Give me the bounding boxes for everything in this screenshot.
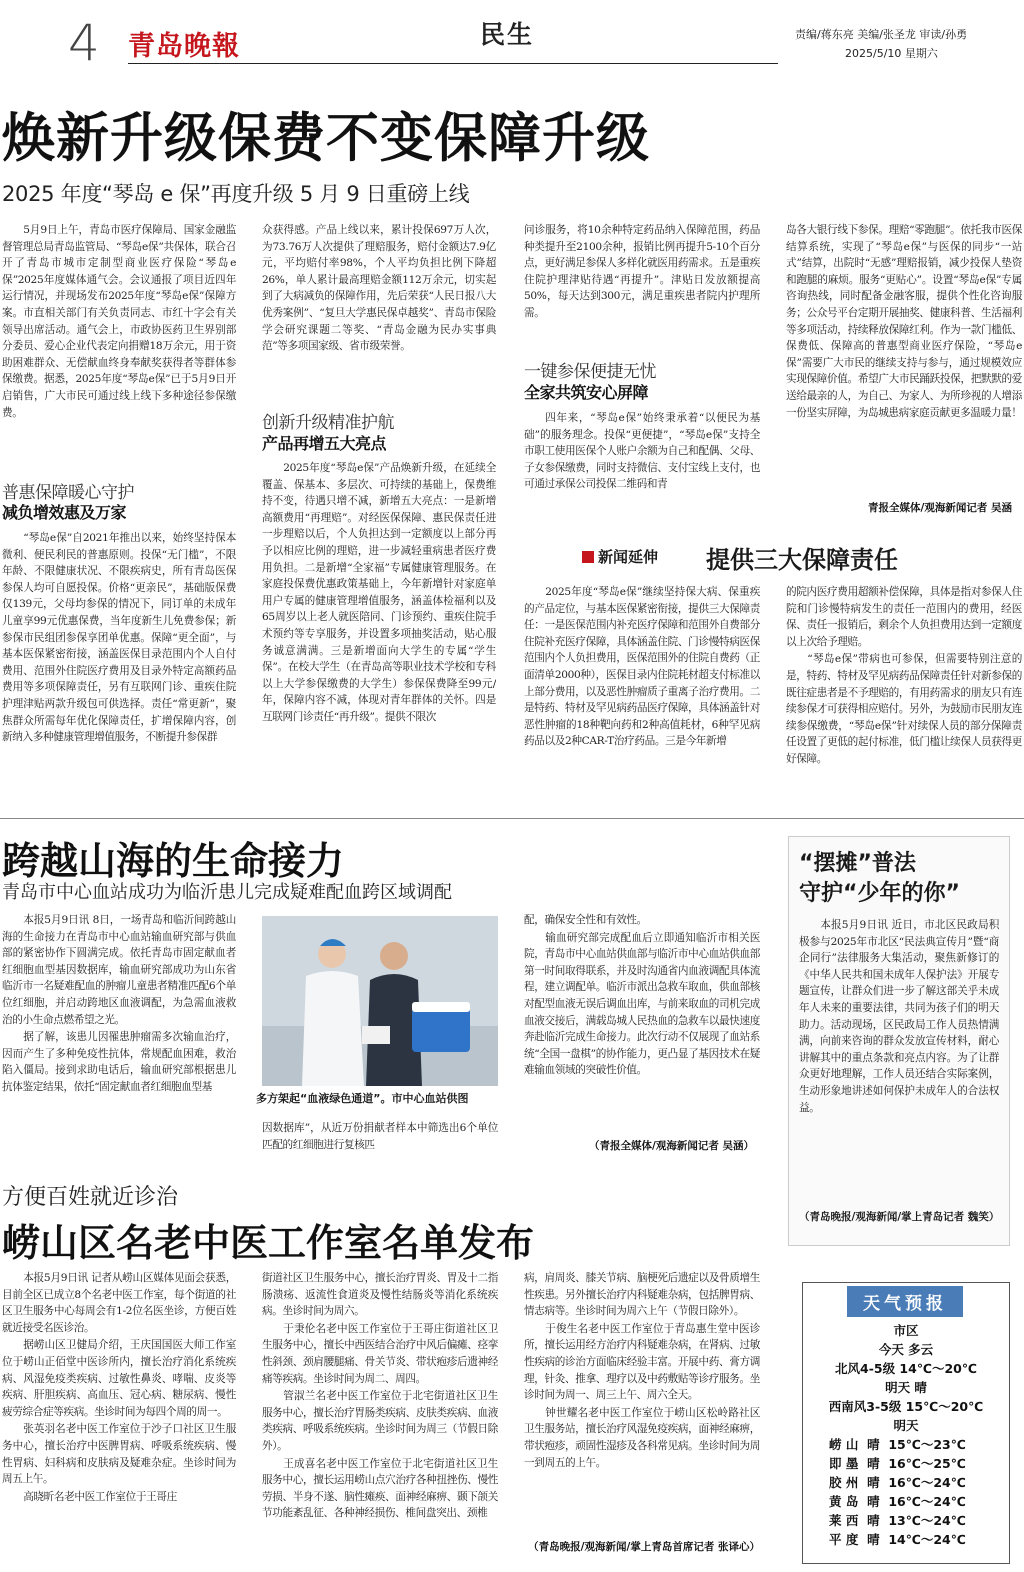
paragraph: 众获得感。产品上线以来，累计投保697万人次，为73.76万人次提供了理赔服务，赔付金额达7.9亿元，平均赔付率98%，个人平均负担比例下降超26%，单人累计最高理赔金额112万余元，切实起到了大病减负的保障作用，先后荣获“人民日报八大优秀案例”、“复旦大学惠民保卓越奖”、青岛市保险学会研究课题二等奖、“青岛金融为民办实事典范”等多项国家级、省市级荣誉。: [262, 224, 496, 353]
page-number: 4: [68, 14, 100, 72]
weather-city-forecast: [803, 1321, 1009, 1435]
photo-illustration: [262, 916, 498, 1086]
district-sky: 晴: [867, 1513, 880, 1528]
paragraph: 输血研究部完成配血后立即通知临沂市相关医院，青岛市中心血站供血部与临沂市中心血站供血部第一时间取得联系，并及时沟通省内血液调配具体流程，建立调配单。临沂市派出急救车取血，供血部核对配型血液无误后调血出库，与前来取血的司机完成血液交接后，满载岛城人民热血的急救车以最快速度奔赴临沂完成生命接力。此次行动不仅展现了血站系统“全国一盘棋”的协作能力，更凸显了基因技术在疑难输血领域的突破性价值。: [524, 931, 760, 1077]
article1-sec1-sub: 减负增效惠及万家: [2, 503, 127, 522]
paragraph: 张英羽名老中医工作室位于沙子口社区卫生服务中心，擅长治疗中医脾胃病、呼吸系统疾病、慢性胃病、妇科病和皮肤病及疑难杂症。坐诊时间为周五上午。: [2, 1423, 236, 1486]
district-sky: 晴: [867, 1456, 880, 1471]
legal-body: [799, 917, 999, 1207]
weather-districts: [803, 1435, 1009, 1549]
tag-square-icon: [582, 551, 594, 563]
weather-district-row: [829, 1530, 1009, 1549]
header-info: [795, 25, 967, 63]
district-temp: 13℃～24℃: [888, 1513, 966, 1528]
article3-col3: [524, 1270, 760, 1538]
legal-title-line1: “摆摊”普法: [799, 851, 916, 876]
article2-byline: （青报全媒体/观海新闻记者 吴涵）: [589, 1140, 754, 1152]
article1-sec2-sub: 产品再增五大亮点: [262, 434, 387, 453]
paragraph: 本报5月9日讯 记者从崂山区媒体见面会获悉，目前全区已成立8个名老中医工作室，每个街道的社区卫生服务中心每周会有1-2位名医坐诊，方便百姓就近接受名医诊治。: [2, 1272, 236, 1334]
legal-byline: （青岛晚报/观海新闻/掌上青岛记者 魏笑）: [799, 1211, 1000, 1223]
article1-headline: 焕新升级保费不变保障升级: [2, 108, 650, 169]
paragraph: 本报5月9日讯 近日，市北区民政局积极参与2025年市北区“民法典宣传月”暨“商企同行”法律服务大集活动，聚焦新修订的《中华人民共和国未成年人保护法》开展专题宣传，让群众们进一步了解这部关乎未成年人未来的重要法律，共同为孩子们的明天助力。活动现场，区民政局工作人员热情满满，向前来咨询的群众发放宣传材料，耐心讲解其中的重点条款和亮点内容。为了让群众更好地理解，工作人员还结合实际案例，生动形象地讲述如何保护未成年人的合法权益。: [799, 919, 999, 1114]
district-temp: 16℃～24℃: [888, 1494, 966, 1509]
paragraph: 2025年度“琴岛e保”产品焕新升级，在延续全覆盖、保基本、多层次、可持续的基础上，保费维持不变，待遇只增不减，新增五大亮点：一是新增高额费用“再理赔”。对经医保保障、惠民保责任进一步理赔以后，个人负担达到一定额度以上部分再予以相应比例的理赔，进一步减轻重病患者医疗费用负担。二是新增“全家福”专属健康管理服务。在家庭投保费优惠政策基础上，今年新增针对家庭单用户专属的健康管理增值服务，涵盖体检福利以及65周岁以上老人就医陪同、门诊预约、重疾住院手术预约等专享服务，并设置多项抽奖活动，贴心服务诚意满满。三是新增面向大学生的专属“学生保”。在校大学生（在青岛高等职业技术学校和专科以上大学参保缴费的大学生）参保保费降至99元/年，保障内容不减，体现对青年群体的关怀。四是互联网门诊责任“再升级”。提供不限次: [262, 462, 496, 723]
district-name: 崂 山: [829, 1437, 859, 1452]
weather-line: 北风4-5级 14℃～20℃: [835, 1361, 977, 1376]
district-name: 胶 州: [829, 1475, 859, 1490]
paragraph: 配，确保安全性和有效性。: [524, 914, 647, 926]
district-sky: 晴: [867, 1437, 880, 1452]
article2-col3: [524, 912, 760, 1134]
blood-delivery-photo: [262, 916, 498, 1086]
header-rule: [128, 63, 778, 64]
weather-district-row: [829, 1511, 1009, 1530]
paragraph: 管淑兰名老中医工作室位于北宅街道社区卫生服务中心，擅长治疗胃肠类疾病、皮肤类疾病、血液类疾病、呼吸系统疾病。坐诊时间为周三（节假日除外）。: [262, 1390, 498, 1452]
legal-box: [788, 836, 1010, 1246]
district-temp: 16℃～25℃: [888, 1456, 966, 1471]
weather-line: 明天: [893, 1418, 919, 1433]
article1-subheadline: 2025 年度“琴岛 e 保”再度升级 5 月 9 日重磅上线: [2, 182, 470, 206]
article1-sec3-sub: 全家共筑安心屏障: [524, 383, 649, 402]
weather-line: 明天 晴: [885, 1380, 927, 1395]
paragraph: “琴岛e保”自2021年推出以来，始终坚持保本微利、便民利民的普惠原则。投保“无门槛”，不限年龄、不限健康状况、不限疾病史，所有青岛医保参保人均可自愿投保。价格“更亲民”，基础版保费仅139元，父母均参保的情况下，同订单的未成年儿童享99元优惠保费，当年度新生儿免费参保；新参保市民组团参保享团单优惠。保障“更全面”，与基本医保紧密衔接，涵盖医保目录范围内个人自付费用、范围外住院医疗费用及目录外特定高额药品费用等多项保障责任，另有互联网门诊、重疾住院护理津贴两款升级包可供选择。责任“常更新”，聚焦群众所需每年优化保障责任，扩增保障内容，创新纳入多种健康管理增值服务，不断提升参保群: [2, 532, 236, 744]
photo-caption: 多方架起“血液绿色通道”。市中心血站供图: [256, 1092, 469, 1105]
district-sky: 晴: [867, 1494, 880, 1509]
news-ext-tag: [582, 546, 658, 567]
article1-col1b: [2, 530, 236, 812]
article2-subheadline: 青岛市中心血站成功为临沂患儿完成疑难配血跨区域调配: [2, 882, 452, 903]
weather-box: [802, 1282, 1010, 1564]
news-ext-colA: [524, 584, 760, 812]
header-date: 2025/5/10 星期六: [845, 47, 938, 60]
article3-col1: [2, 1270, 236, 1572]
article1-col2: [262, 222, 496, 400]
article1-col3: [524, 222, 760, 350]
paragraph: 王成喜名老中医工作室位于北宅街道社区卫生服务中心，擅长运用崂山点穴治疗各种扭挫伤、慢性劳损、半身不遂、脑性瘫痪、面神经麻痹、颞下颌关节功能紊乱征、各种神经损伤、椎间盘突出、颈椎: [262, 1457, 498, 1520]
weather-district-row: [829, 1473, 1009, 1492]
article1-col4: [786, 222, 1022, 496]
paragraph: 病，肩周炎、膝关节病、脑梗死后遗症以及骨质增生性疾患。另外擅长治疗内科疑难杂病，包括脾胃病、情志病等。坐诊时间为周六上午（节假日除外）。: [524, 1272, 760, 1318]
paragraph: 于俊生名老中医工作室位于青岛惠生堂中医诊所，擅长运用经方治疗内科疑难杂病，在肾病、过敏性疾病的诊治方面临床经验丰富。开展中药、膏方调理，针灸、推拿、理疗以及中药敷贴等诊疗服务。坐诊时间为周一、周三上午、周六全天。: [524, 1322, 760, 1402]
paragraph: 据崂山区卫健局介绍，王庆国国医大师工作室位于崂山正佰堂中医诊所内，擅长治疗消化系统疾病、风湿免疫类疾病、过敏性鼻炎、哮喘、皮炎等疾病、肝胆疾病、高血压、冠心病、糖尿病、慢性疲劳综合症等疾病。坐诊时间为每四个周的周一。: [2, 1339, 236, 1418]
paragraph: 2025年度“琴岛e保”继续坚持保大病、保重疾的产品定位，与基本医保紧密衔接，提供三大保障责任：一是医保范围内补充医疗保障和范围外自费部分住院补充医疗保障，具体涵盖住院、门诊慢特病医保范围内个人负担费用，医保范围外的住院自费药（正面清单2000种），医保目录内住院耗材超支付标准以上部分费用，以及恶性肿瘤质子重离子治疗费用。二是特药、特材及罕见病药品医疗保障，具体涵盖针对恶性肿瘤的18种靶向药和2种高值耗材，6种罕见病药品以及2种CAR-T治疗药品。三是今年新增: [524, 586, 760, 748]
paragraph: 问诊服务，将10余种特定药品纳入保障范围，药品种类提升至2100余种，报销比例再提升5-10个百分点，更好满足参保人多样化就医用药需求。五是重疾住院护理津贴待遇“再提升”。津贴日发放额提高50%，每天达到300元，满足重疾患者院内护理所需。: [524, 224, 760, 319]
news-ext-colB: [786, 584, 1022, 812]
district-temp: 16℃～24℃: [888, 1475, 966, 1490]
news-ext-tag-label: 新闻延伸: [598, 548, 659, 566]
district-sky: 晴: [867, 1475, 880, 1490]
weather-line: 西南风3-5级 15℃～20℃: [828, 1399, 984, 1414]
section-title: 民生: [480, 20, 535, 49]
article1-sec1-title: 普惠保障暖心守护: [2, 483, 134, 503]
paragraph: 的院内医疗费用超额补偿保障，具体是指对参保人住院和门诊慢特病发生的责任一范围内的费用，经医保、责任一报销后，剩余个人负担费用达到一定额度以上次给予理赔。: [786, 586, 1022, 648]
article2-col2: [262, 1120, 498, 1156]
article1-col1: [2, 222, 236, 472]
weather-line: 今天 多云: [878, 1342, 934, 1357]
district-name: 莱 西: [829, 1513, 859, 1528]
paragraph: 本报5月9日讯 8日，一场青岛和临沂间跨越山海的生命接力在青岛市中心血站输血研究部与供血部的紧密协作下圆满完成。依托青岛市固定献血者红细胞血型基因数据库，输血研究部成功为山东省临沂市一名疑难配血的肿瘤儿童患者精准匹配6个单位红细胞，并启动跨地区血液调配，为急需血液救治的小生命点燃希望之光。: [2, 914, 236, 1026]
district-name: 黄 岛: [829, 1494, 859, 1509]
district-name: 即 墨: [829, 1456, 859, 1471]
district-temp: 14℃～24℃: [888, 1532, 966, 1547]
district-name: 平 度: [829, 1532, 859, 1547]
header-credits: 责编/蒋东亮 美编/张圣龙 审读/孙勇: [795, 28, 968, 41]
paragraph: 钟世耀名老中医工作室位于崂山区松岭路社区卫生服务站，擅长治疗风湿免疫疾病，面神经麻痹，带状疱疹，顽固性湿疹及各科常见病。坐诊时间为周一到周五的上午。: [524, 1406, 760, 1469]
paper-logo: 青岛晚報: [128, 31, 240, 62]
article1-byline: 青报全媒体/观海新闻记者 吴涵: [868, 502, 1012, 514]
paragraph: 高晓昕名老中医工作室位于王哥庄: [23, 1490, 177, 1503]
article1-col3b: [524, 410, 760, 518]
paragraph: 岛各大银行线下参保。理赔“零跑腿”。依托我市医保结算系统，实现了“琴岛e保”与医保的同步“一站式”结算，出院时“无感”理赔报销，减少投保人垫资和跑腿的麻烦。服务“更贴心”。设置“琴岛e保”专属咨询热线，同时配备金融客服，提供个性化咨询服务；公众号平台定期开展抽奖、健康科普、生活福利等多项活动，持续释放保障红利。作为一款门槛低、保费低、保障高的普惠型商业医疗保险，“琴岛e保”需要广大市民的继续支持与参与，通过规模效应实现保障价值。希望广大市民踊跃投保，把默默的爱送给最亲的人，为自己、为家人、为所珍视的人增添一份坚实屏障，为岛城患病家庭贡献更多温暖力量！: [786, 224, 1022, 419]
article3-kicker: 方便百姓就近诊治: [2, 1185, 179, 1210]
article3-byline: （青岛晚报/观海新闻/掌上青岛首席记者 张译心）: [528, 1541, 760, 1553]
weather-district-row: [829, 1435, 1009, 1454]
paragraph: 据了解，该患儿因罹患肿瘤需多次输血治疗，因而产生了多种免疫性抗体，常规配血困难，救治陷入僵局。接到求助电话后，输血研究部根据患儿抗体鉴定结果，依托“固定献血者红细胞血型基: [2, 1031, 236, 1093]
weather-district-row: [829, 1492, 1009, 1511]
article3-headline: 崂山区名老中医工作室名单发布: [2, 1221, 535, 1265]
paragraph: 于秉伦名老中医工作室位于王哥庄街道社区卫生服务中心，擅长中西医结合治疗中风后偏瘫、痉挛性斜颈、颈肩腰腿痛、骨关节炎、带状疱疹后遗神经痛等疾病。坐诊时间为周二、周四。: [262, 1322, 498, 1385]
section-divider: [0, 818, 1024, 819]
paragraph: 街道社区卫生服务中心，擅长治疗胃炎、胃及十二指肠溃疡、返流性食道炎及慢性结肠炎等消化系统疾病。坐诊时间为周六。: [262, 1272, 498, 1318]
paragraph: “琴岛e保”带病也可参保，但需要特别注意的是，特药、特材及罕见病药品保障责任针对新参保的既往症患者是不予理赔的，有用药需求的朋友只有连续参保才可获得相应赔付。另外，为鼓励市民朋友连续参保缴费，“琴岛e保”针对续保人员的部分保障责任设置了更低的起付标准，低门槛让续保人员获得更好保障。: [786, 653, 1022, 765]
weather-line: 市区: [893, 1323, 919, 1338]
news-ext-title: 提供三大保障责任: [706, 546, 898, 574]
article3-col2: [262, 1270, 498, 1572]
article1-sec3-title: 一键参保便捷无忧: [524, 362, 656, 382]
article2-col1: [2, 912, 236, 1156]
weather-district-row: [829, 1454, 1009, 1473]
district-sky: 晴: [867, 1532, 880, 1547]
paragraph: 因数据库”，从近万份捐献者样本中筛选出6个单位匹配的红细胞进行复核匹: [262, 1122, 498, 1151]
paragraph: 四年来，“琴岛e保”始终秉承着“以便民为基础”的服务理念。投保“更便捷”，“琴岛e保”支持全市职工使用医保个人账户余额为自己和配偶、父母、子女参保缴费，同时支持微信、支付宝线上支付，也可通过承保公司投保二维码和青: [524, 412, 760, 491]
article1-sec2-title: 创新升级精准护航: [262, 413, 394, 433]
article2-headline: 跨越山海的生命接力: [2, 839, 345, 883]
weather-title: 天气预报: [847, 1286, 963, 1317]
district-temp: 15℃～23℃: [888, 1437, 966, 1452]
legal-title-line2: 守护“少年的你”: [799, 881, 960, 906]
paragraph: 5月9日上午，青岛市医疗保障局、国家金融监督管理总局青岛监管局、“琴岛e保”共保体，联合召开了青岛市城市定制型商业医疗保险“琴岛e保”2025年度媒体通气会。会议通报了项目近四年运行情况，并现场发布2025年度“琴岛e保”保障方案。市直相关部门有关负责同志、市红十字会有关领导出席活动。通气会上，市政协医药卫生界别部分委员、爱心企业代表定向捐赠18万余元，用于资助困难群众、无偿献血终身奉献奖获得者等群体参保缴费。据悉，2025年度“琴岛e保”已于5月9日开启销售，广大市民可通过线上线下多种途径参保缴费。: [2, 224, 236, 419]
article1-col2b: [262, 460, 496, 812]
